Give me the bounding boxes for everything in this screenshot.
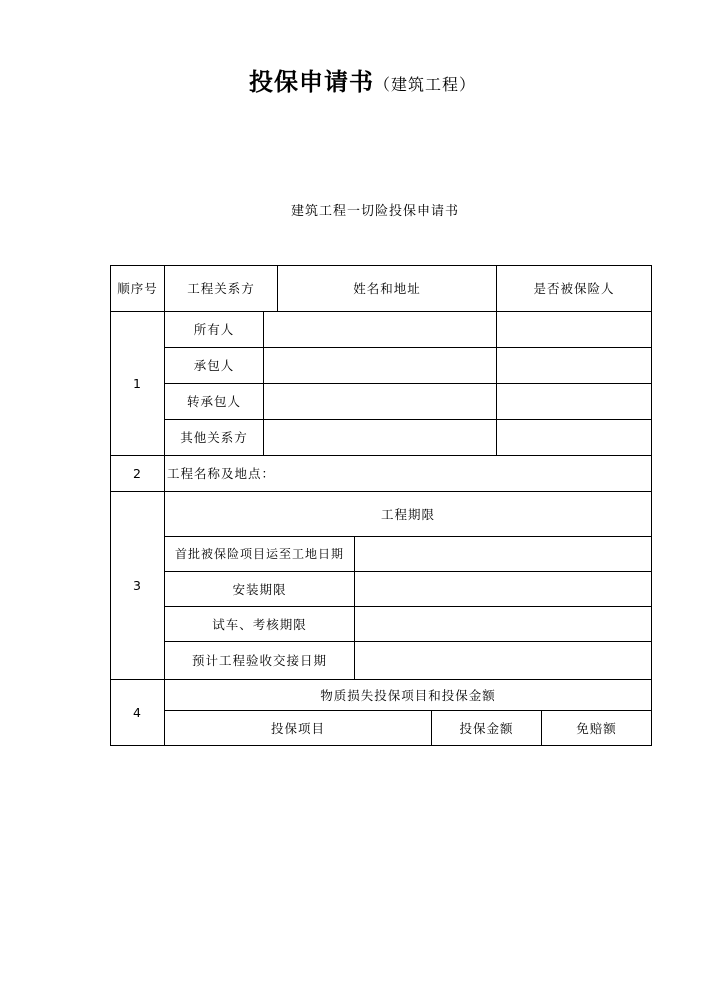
project-name-location-label: 工程名称及地点： (167, 466, 276, 481)
party-other-label: 其他关系方 (180, 430, 248, 445)
section1-number: 1 (133, 376, 142, 391)
column-deductible: 免赔额 (576, 720, 617, 736)
table-rule (263, 311, 264, 455)
first-delivery-date-label: 首批被保险项目运至工地日期 (174, 547, 344, 561)
table-border-bottom (110, 745, 652, 746)
test-period-label: 试车、考核期限 (212, 616, 307, 632)
acceptance-date-label: 预计工程验收交接日期 (191, 653, 327, 668)
party-owner-label: 所有人 (193, 322, 235, 337)
party-subcontractor-label: 转承包人 (186, 394, 241, 409)
form-subtitle: 建筑工程一切险投保申请书 (290, 204, 459, 219)
party-contractor-label: 承包人 (193, 358, 235, 373)
section3-number: 3 (133, 578, 142, 593)
header-seq: 顺序号 (117, 281, 158, 296)
column-insured-amount: 投保金额 (459, 720, 514, 736)
header-name-address: 姓名和地址 (353, 281, 421, 296)
table-rule (354, 536, 355, 679)
header-insured: 是否被保险人 (533, 281, 615, 296)
section4-number: 4 (133, 705, 142, 720)
table-border-right (651, 265, 652, 746)
column-insured-item: 投保项目 (270, 720, 325, 736)
material-loss-heading: 物质损失投保项目和投保金额 (320, 687, 496, 703)
project-period-heading: 工程期限 (380, 506, 435, 522)
header-relation: 工程关系方 (187, 281, 255, 296)
section2-number: 2 (133, 466, 142, 481)
title-note: （建筑工程） (373, 75, 476, 94)
title-main: 投保申请书 (248, 68, 374, 96)
installation-period-label: 安装期限 (232, 581, 287, 597)
